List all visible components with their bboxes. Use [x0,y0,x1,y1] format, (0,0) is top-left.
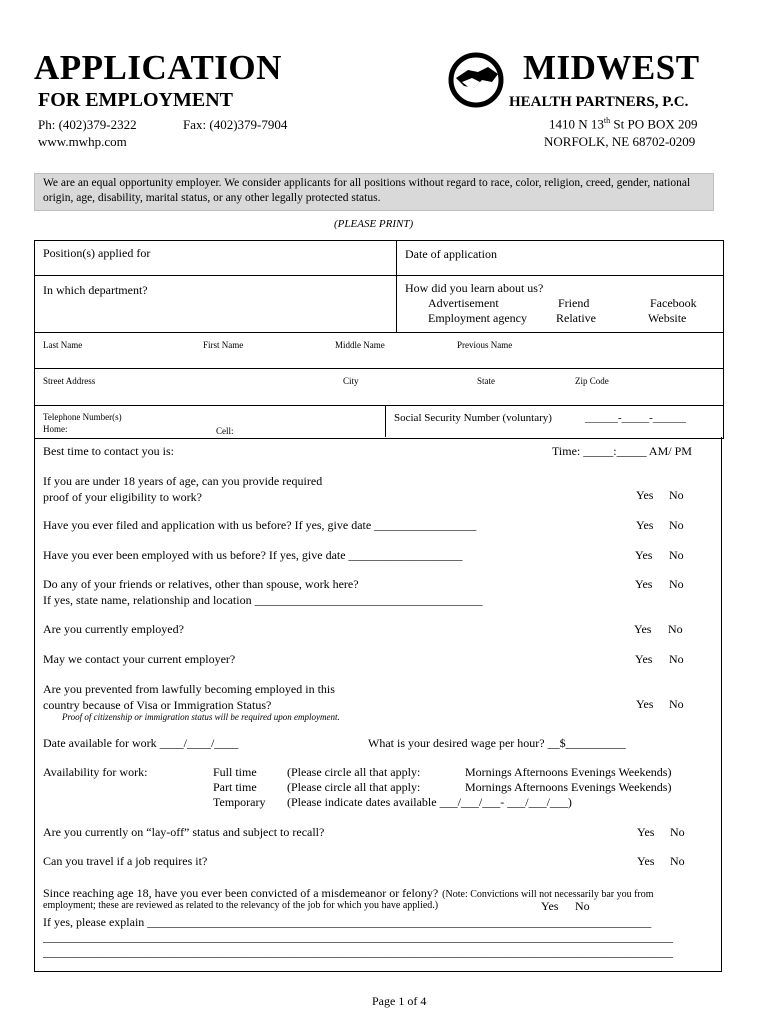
travel-question: Can you travel if a job requires it? [43,854,208,868]
availability-label: Availability for work: [43,765,148,779]
previous-name-field[interactable]: Previous Name [457,340,513,350]
layoff-no[interactable]: No [670,825,685,839]
best-time-label: Best time to contact you is: [43,444,174,458]
circle-instruction-1: (Please circle all that apply: [287,765,421,779]
city-field[interactable]: City [343,376,359,386]
cell-phone-field[interactable]: Cell: [216,426,234,436]
part-time-shifts[interactable]: Mornings Afternoons Evenings Weekends) [465,780,672,794]
zip-code-field[interactable]: Zip Code [575,376,609,386]
friends-yes[interactable]: Yes [635,577,653,591]
temporary-dates-field[interactable]: (Please indicate dates available ___/___/___- ___/___/___) [287,795,572,809]
handshake-circle-icon [448,52,504,108]
title-for-employment: FOR EMPLOYMENT [38,89,233,111]
employed-before-no[interactable]: No [669,548,684,562]
department-field[interactable]: In which department? [43,283,148,297]
please-print: (PLEASE PRINT) [334,218,414,230]
telephone-label: Telephone Number(s) [43,412,122,422]
conviction-yes[interactable]: Yes [541,899,559,913]
visa-note: Proof of citizenship or immigration status will be required upon employment. [62,712,340,722]
company-city: NORFOLK, NE 68702-0209 [544,134,696,149]
contact-employer-no[interactable]: No [669,652,684,666]
under-18-no[interactable]: No [669,488,684,502]
layoff-yes[interactable]: Yes [637,825,655,839]
option-advertisement[interactable]: Advertisement [428,296,499,310]
travel-yes[interactable]: Yes [637,854,655,868]
contact-employer-yes[interactable]: Yes [635,652,653,666]
travel-no[interactable]: No [670,854,685,868]
desired-wage-field[interactable]: What is your desired wage per hour? __$__________ [368,736,626,750]
friends-relatives-question[interactable]: Do any of your friends or relatives, other than spouse, work here? If yes, state name, relationship and location ______________________________________ [43,577,483,607]
employed-before-yes[interactable]: Yes [635,548,653,562]
title-application: APPLICATION [34,48,282,87]
time-field[interactable]: Time: _____:_____ AM/ PM [552,444,692,458]
ssn-label: Social Security Number (voluntary) [394,412,552,424]
full-time-shifts[interactable]: Mornings Afternoons Evenings Weekends) [465,765,672,779]
full-time-option[interactable]: Full time [213,765,257,779]
conviction-no[interactable]: No [575,899,590,913]
last-name-field[interactable]: Last Name [43,340,83,350]
temporary-option[interactable]: Temporary [213,795,266,809]
filed-before-yes[interactable]: Yes [636,518,654,532]
layoff-question: Are you currently on “lay-off” status and subject to recall? [43,825,325,839]
under-18-question: If you are under 18 years of age, can you provide required proof of your eligibility to work? [43,474,323,504]
page-number: Page 1 of 4 [372,994,427,1008]
ssn-field[interactable]: ______-_____-______ [585,412,686,424]
under-18-yes[interactable]: Yes [636,488,654,502]
phone-number: Ph: (402)379-2322 [38,117,137,132]
date-of-application-field[interactable]: Date of application [405,247,497,261]
friends-no[interactable]: No [669,577,684,591]
website-text: www.mwhp.com [38,134,127,149]
date-available-field[interactable]: Date available for work ____/____/____ [43,736,239,750]
explain-line-3[interactable]: _________________________________________________________________________________________________________ [43,945,673,959]
part-time-option[interactable]: Part time [213,780,257,794]
visa-yes[interactable]: Yes [636,697,654,711]
company-address: 1410 N 13th St PO BOX 209 [549,116,698,132]
first-name-field[interactable]: First Name [203,340,244,350]
option-website[interactable]: Website [648,311,687,325]
eeo-statement: We are an equal opportunity employer. We consider applicants for all positions without regard to race, color, religion, creed, gender, national origin, age, disability, marital status, or any other legally protected status. [34,173,714,211]
explain-field[interactable]: If yes, please explain ____________________________________________________________________________________ [43,915,652,929]
contact-employer-question: May we contact your current employer? [43,652,236,666]
home-phone-field[interactable]: Home: [43,424,68,434]
filed-before-no[interactable]: No [669,518,684,532]
fax-number: Fax: (402)379-7904 [183,117,288,132]
conviction-note: employment; these are reviewed as related to the relevancy of the job for which you have applied.) [43,900,439,911]
circle-instruction-2: (Please circle all that apply: [287,780,421,794]
option-friend[interactable]: Friend [558,296,590,310]
explain-line-2[interactable]: _________________________________________________________________________________________________________ [43,930,673,944]
company-subname: HEALTH PARTNERS, P.C. [509,94,689,110]
company-name: MIDWEST [523,48,700,87]
option-facebook[interactable]: Facebook [650,296,697,310]
employed-before-question[interactable]: Have you ever been employed with us before? If yes, give date ___________________ [43,548,463,562]
state-field[interactable]: State [477,376,495,386]
filed-before-question[interactable]: Have you ever filed and application with us before? If yes, give date _________________ [43,518,477,532]
currently-employed-question: Are you currently employed? [43,622,184,636]
street-address-field[interactable]: Street Address [43,376,96,386]
middle-name-field[interactable]: Middle Name [335,340,385,350]
conviction-question: Since reaching age 18, have you ever been convicted of a misdemeanor or felony? (Note: Convictions will not necessarily bar you from [43,886,654,900]
option-employment-agency[interactable]: Employment agency [428,311,527,325]
position-field[interactable]: Position(s) applied for [43,246,151,260]
visa-question: Are you prevented from lawfully becoming employed in this country because of Visa or Immigration Status? [43,682,335,712]
currently-employed-no[interactable]: No [668,622,683,636]
currently-employed-yes[interactable]: Yes [634,622,652,636]
option-relative[interactable]: Relative [556,311,596,325]
visa-no[interactable]: No [669,697,684,711]
learn-about-us-label: How did you learn about us? [405,281,544,295]
